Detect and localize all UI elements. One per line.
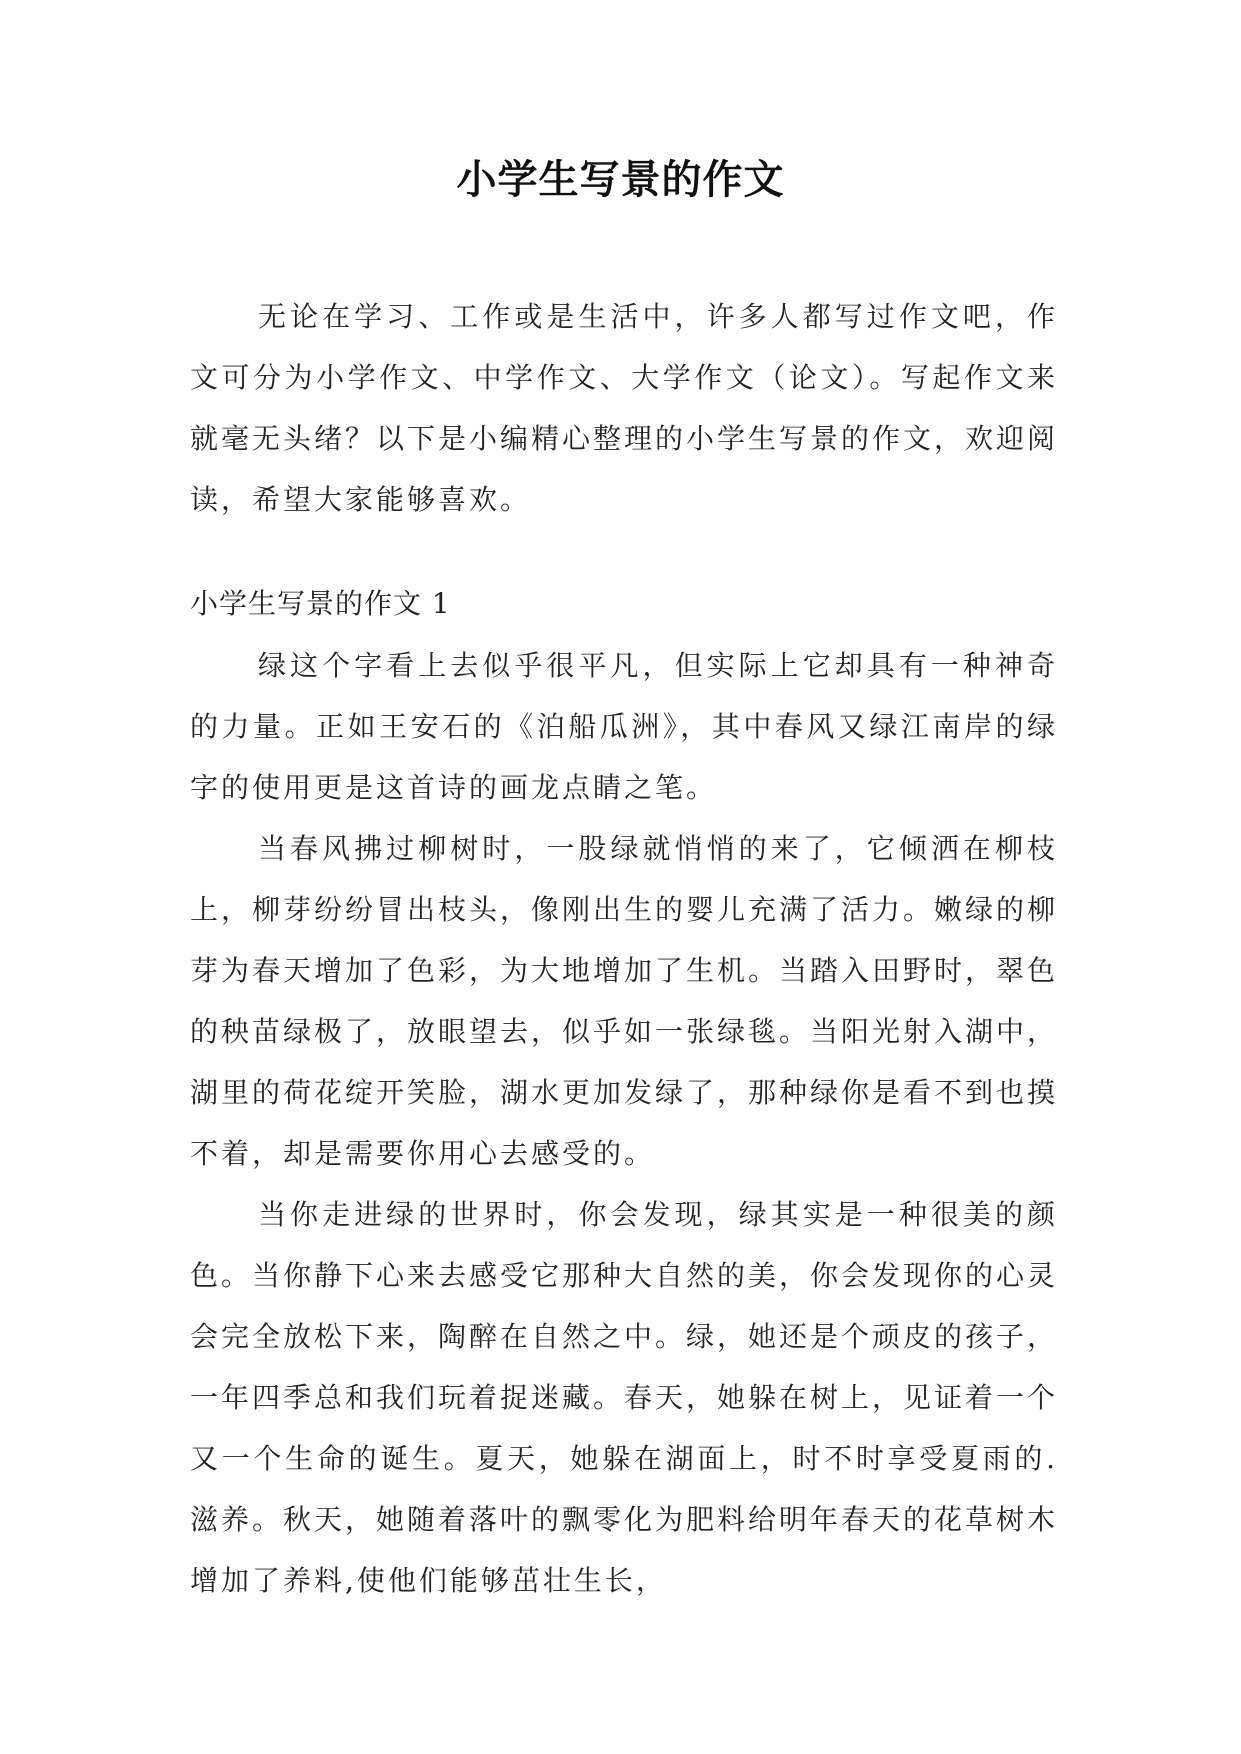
essay-paragraph-2: 当春风拂过柳树时，一股绿就悄悄的来了，它倾洒在柳枝上，柳芽纷纷冒出枝头，像刚出生的婴儿充满了活力。嫩绿的柳芽为春天增加了色彩，为大地增加了生机。当踏入田野时，翠色的秧苗绿极了，放眼望去，似乎如一张绿毯。当阳光射入湖中，湖里的荷花绽开笑脸，湖水更加发绿了，那种绿你是看不到也摸不着，却是需要你用心去感受的。 bbox=[190, 832, 1059, 1170]
essay-body bbox=[190, 635, 1058, 1611]
section-heading: 小学生写景的作文 1 bbox=[190, 587, 451, 620]
essay-paragraph-1: 绿这个字看上去似乎很平凡，但实际上它却具有一种神奇的力量。正如王安石的《泊船瓜洲》，其中春风又绿江南岸的绿字的使用更是这首诗的画龙点睛之笔。 bbox=[190, 649, 1058, 804]
intro-paragraph: 无论在学习、工作或是生活中，许多人都写过作文吧，作文可分为小学作文、中学作文、大学作文（论文）。写起作文来就毫无头绪？以下是小编精心整理的小学生写景的作文，欢迎阅读，希望大家能够喜欢。 bbox=[190, 300, 1059, 516]
essay-paragraph-3: 当你走进绿的世界时，你会发现，绿其实是一种很美的颜色。当你静下心来去感受它那种大自然的美，你会发现你的心灵会完全放松下来，陶醉在自然之中。绿，她还是个顽皮的孩子，一年四季总和我们玩着捉迷藏。春天，她躲在树上，见证着一个又一个生命的诞生。夏天，她躲在湖面上，时不时享受夏雨的.滋养。秋天，她随着落叶的飘零化为肥料给明年春天的花草树木增加了养料,使他们能够茁壮生长， bbox=[190, 1198, 1059, 1597]
document-title: 小学生写景的作文 bbox=[456, 156, 785, 203]
